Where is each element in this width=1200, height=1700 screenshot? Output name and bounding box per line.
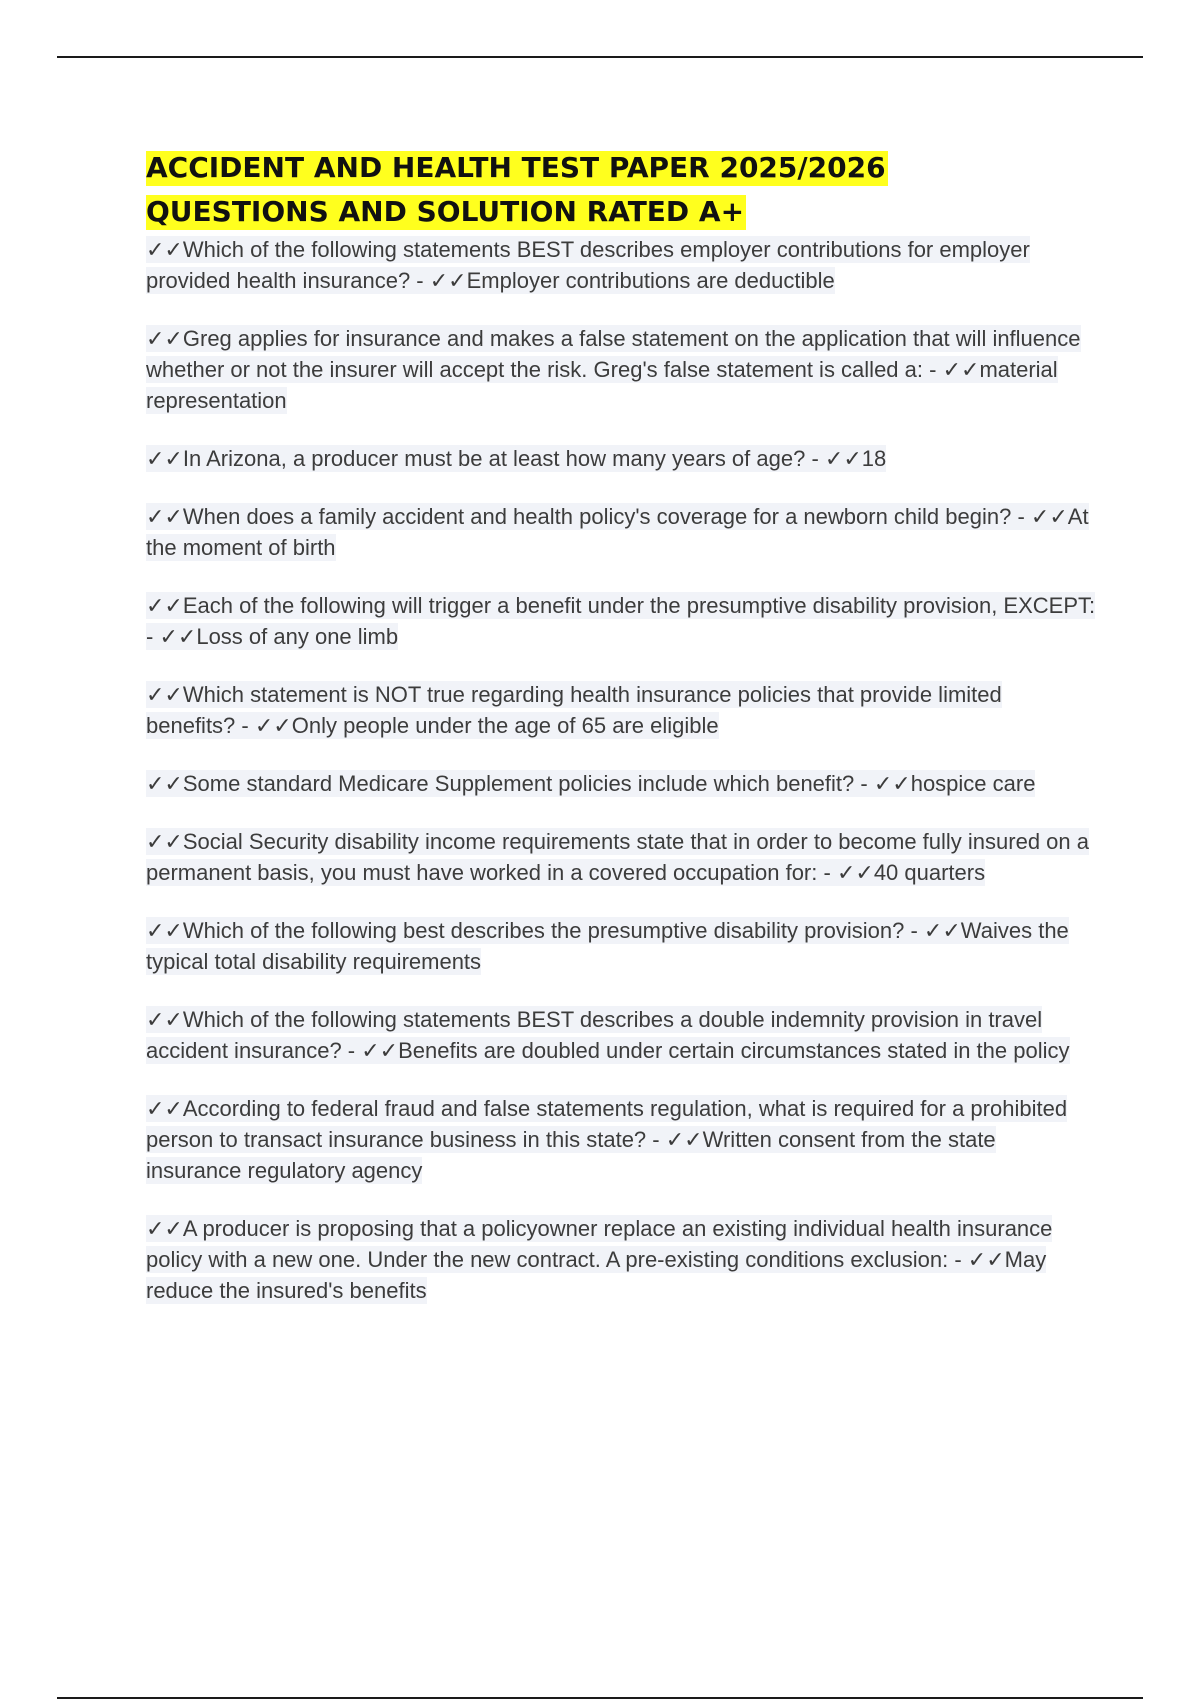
qa-separator: - <box>410 268 430 293</box>
bottom-rule <box>57 1697 1143 1699</box>
question-check-icon: ✓✓ <box>146 1216 183 1241</box>
qa-item <box>146 501 1096 563</box>
title-line-2: QUESTIONS AND SOLUTION RATED A+ <box>146 195 745 228</box>
question-check-icon: ✓✓ <box>146 326 183 351</box>
qa-separator: - <box>646 1127 666 1152</box>
qa-item <box>146 679 1096 741</box>
qa-separator: - <box>146 624 160 649</box>
answer-text: May reduce the insured's benefits <box>146 1247 1047 1303</box>
question-check-icon: ✓✓ <box>146 918 183 943</box>
qa-separator: - <box>805 446 825 471</box>
answer-text: Employer contributions are deductible <box>466 268 835 293</box>
question-check-icon: ✓✓ <box>146 593 183 618</box>
qa-separator: - <box>904 918 924 943</box>
question-text: Which statement is NOT true regarding health insurance policies that provide limited benefits? <box>146 682 1002 738</box>
qa-separator: - <box>341 1038 362 1063</box>
qa-list <box>146 234 1096 1333</box>
qa-highlight <box>146 1095 1067 1184</box>
qa-item <box>146 1213 1096 1306</box>
answer-check-icon: ✓✓ <box>942 357 980 382</box>
question-text: Social Security disability income requirements state that in order to become fully insured on a permanent basis, you must have worked in a covered occupation for: <box>146 829 1089 885</box>
question-check-icon: ✓✓ <box>146 1096 183 1121</box>
answer-text: Benefits are doubled under certain circumstances stated in the policy <box>398 1038 1070 1063</box>
question-text: Each of the following will trigger a benefit under the presumptive disability provision, EXCEPT: <box>182 593 1096 618</box>
answer-check-icon: ✓✓ <box>429 268 467 293</box>
question-check-icon: ✓✓ <box>146 1007 183 1032</box>
answer-check-icon: ✓✓ <box>873 771 911 796</box>
qa-highlight <box>146 445 886 472</box>
answer-text: Waives the typical total disability requirements <box>146 918 1069 974</box>
question-check-icon: ✓✓ <box>146 504 183 529</box>
qa-highlight <box>146 236 1030 294</box>
answer-check-icon: ✓✓ <box>361 1038 399 1063</box>
top-rule <box>57 56 1143 58</box>
question-text: Some standard Medicare Supplement policies include which benefit? <box>182 771 855 796</box>
answer-check-icon: ✓✓ <box>254 713 292 738</box>
title-highlight <box>146 151 888 230</box>
answer-text: Loss of any one limb <box>196 624 399 649</box>
question-text: Which of the following statements BEST describes employer contributions for employer provided health insurance? <box>146 237 1030 293</box>
answer-check-icon: ✓✓ <box>836 860 874 885</box>
question-check-icon: ✓✓ <box>146 446 183 471</box>
qa-highlight <box>146 503 1089 561</box>
qa-separator: - <box>817 860 837 885</box>
qa-separator: - <box>854 771 874 796</box>
qa-item <box>146 443 1096 474</box>
qa-separator: - <box>923 357 943 382</box>
answer-text: hospice care <box>910 771 1036 796</box>
question-text: Which of the following statements BEST describes a double indemnity provision in travel accident insurance? <box>146 1007 1043 1063</box>
qa-highlight <box>146 917 1069 975</box>
answer-text: At the moment of birth <box>146 504 1089 560</box>
qa-highlight <box>146 592 1095 650</box>
document-title <box>146 146 1106 234</box>
qa-item <box>146 234 1096 296</box>
qa-highlight <box>146 681 1002 739</box>
qa-separator: - <box>235 713 255 738</box>
answer-check-icon: ✓✓ <box>1030 504 1068 529</box>
question-check-icon: ✓✓ <box>146 682 183 707</box>
answer-text: 40 quarters <box>873 860 986 885</box>
answer-text: material representation <box>146 357 1058 413</box>
answer-text: Written consent from the state insurance regulatory agency <box>146 1127 996 1183</box>
question-check-icon: ✓✓ <box>146 829 183 854</box>
answer-text: 18 <box>861 446 887 471</box>
question-check-icon: ✓✓ <box>146 237 183 262</box>
question-check-icon: ✓✓ <box>146 771 183 796</box>
qa-item <box>146 1093 1096 1186</box>
answer-check-icon: ✓✓ <box>967 1247 1005 1272</box>
qa-item <box>146 323 1096 416</box>
question-text: When does a family accident and health policy's coverage for a newborn child begin? <box>182 504 1012 529</box>
question-text: A producer is proposing that a policyowner replace an existing individual health insurance policy with a new one. Under the new contract. A pre-existing conditions exclusion: <box>146 1216 1053 1272</box>
qa-highlight <box>146 828 1089 886</box>
qa-separator: - <box>948 1247 968 1272</box>
qa-item <box>146 915 1096 977</box>
qa-highlight <box>146 1215 1052 1304</box>
qa-highlight <box>146 325 1081 414</box>
answer-check-icon: ✓✓ <box>665 1127 703 1152</box>
question-text: Which of the following best describes the presumptive disability provision? <box>182 918 905 943</box>
answer-text: Only people under the age of 65 are eligible <box>291 713 719 738</box>
title-line-1: ACCIDENT AND HEALTH TEST PAPER 2025/2026 <box>146 151 886 184</box>
qa-highlight <box>146 770 1035 797</box>
answer-check-icon: ✓✓ <box>824 446 862 471</box>
answer-check-icon: ✓✓ <box>923 918 961 943</box>
question-text: Greg applies for insurance and makes a false statement on the application that will influence whether or not the insurer will accept the risk. Greg's false statement is called a: <box>146 326 1081 382</box>
qa-separator: - <box>1011 504 1031 529</box>
qa-item <box>146 826 1096 888</box>
question-text: According to federal fraud and false statements regulation, what is required for a prohibited person to transact insurance business in this state? <box>146 1096 1068 1152</box>
qa-item <box>146 1004 1096 1066</box>
qa-item <box>146 590 1096 652</box>
qa-highlight <box>146 1006 1070 1064</box>
question-text: In Arizona, a producer must be at least how many years of age? <box>182 446 806 471</box>
qa-item <box>146 768 1096 799</box>
answer-check-icon: ✓✓ <box>159 624 197 649</box>
